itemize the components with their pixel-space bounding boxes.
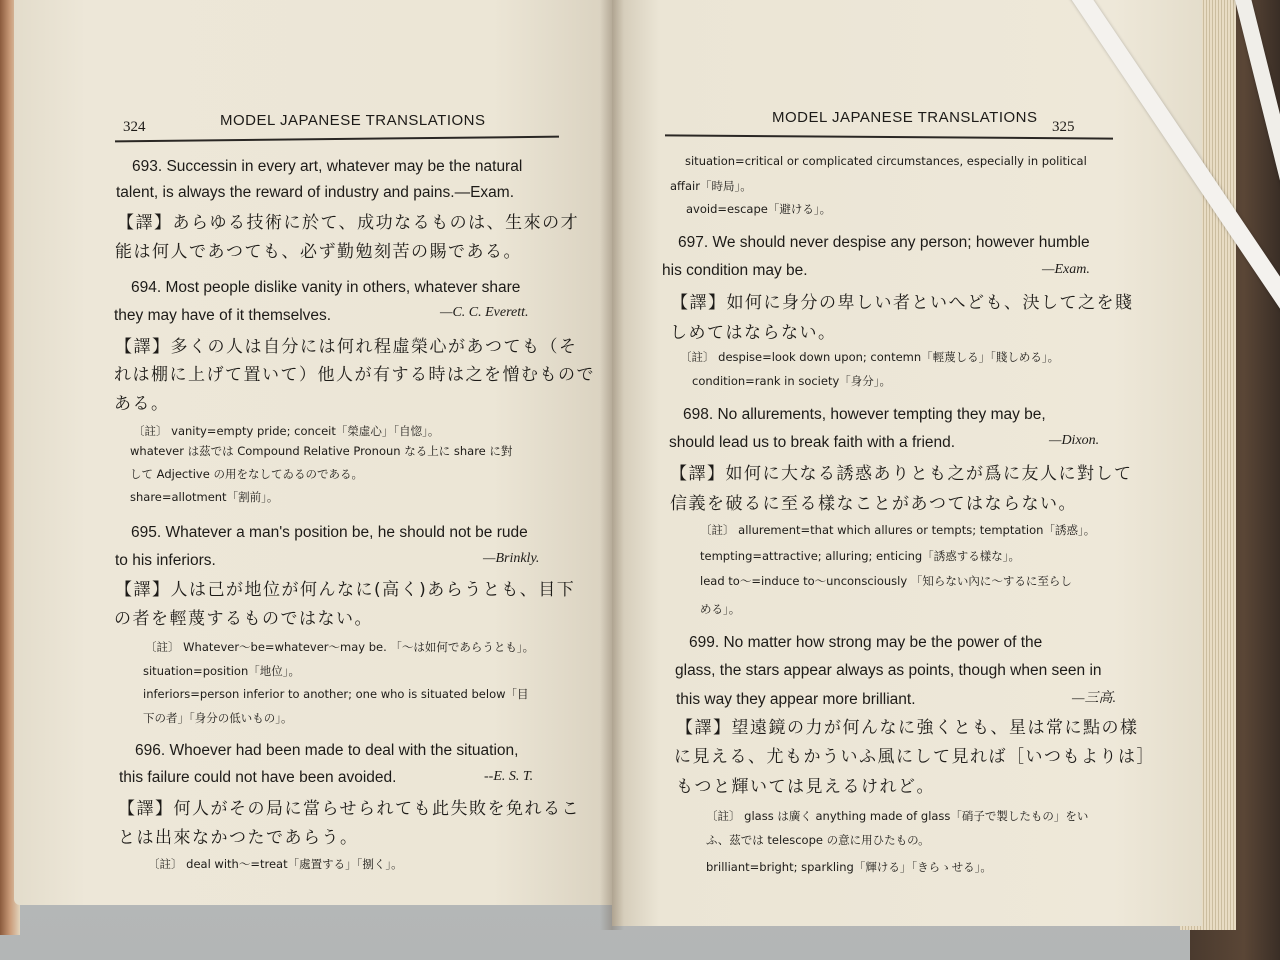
left-page-number: 324 (123, 119, 146, 135)
entry-694-line: they may have of it themselves. (114, 307, 332, 324)
entry-695-line: to his inferiors. (115, 552, 216, 569)
entry-693-line: 693. Successin in every art, whatever may be the natural (132, 158, 523, 175)
note-697: 〔註〕 despise=look down upon; contemn「輕蔑しる」「賤しめる」。 (680, 350, 1060, 364)
translation-695: の者を輕蔑するものではない。 (114, 609, 373, 629)
note-698: める」。 (700, 602, 741, 616)
translation-697: 【譯】如何に身分の卑しい者といへども、決して之を賤 (671, 293, 1134, 313)
entry-697-line: his condition may be. (662, 262, 808, 279)
attribution-698: —Dixon. (1049, 433, 1100, 448)
attribution-696: --E. S. T. (484, 769, 534, 784)
translation-696: とは出來なかつたであらう。 (118, 828, 359, 848)
note-699: ふ、茲では telescope の意に用ひたもの。 (706, 833, 930, 847)
entry-699-line: glass, the stars appear always as points, though when seen in (675, 662, 1102, 679)
note-695: situation=position「地位」。 (143, 664, 300, 678)
note-699: 〔註〕 glass は廣く anything made of glass「硝子で製したもの」をい (706, 809, 1089, 823)
attribution-695: —Brinkly. (483, 551, 540, 566)
entry-699-line: this way they appear more brilliant. (676, 691, 916, 708)
note-696-continued: affair「時局」。 (670, 179, 752, 193)
note-695: inferiors=person inferior to another; one who is situated below「目 (143, 687, 529, 701)
note-694: whatever は茲では Compound Relative Pronoun なる上に share に對 (130, 444, 513, 458)
note-698: tempting=attractive; alluring; enticing「誘惑する樣な」。 (700, 549, 1020, 563)
note-694: 〔註〕 vanity=empty pride; conceit「榮虛心」「自惚」。 (133, 424, 440, 438)
translation-694: れは棚に上げて置いて）他人が有する時は之を憎むもので (114, 365, 595, 385)
translation-699: もつと輝いては見えるけれど。 (676, 777, 935, 797)
note-696-continued: situation=critical or complicated circumstances, especially in political (685, 154, 1087, 168)
translation-699: 【譯】望遠鏡の力が何んなに強くとも、星は常に點の樣 (676, 718, 1139, 738)
note-697: condition=rank in society「身分」。 (692, 374, 892, 388)
note-696-continued: avoid=escape「避ける」。 (686, 202, 832, 216)
note-698: lead to～=induce to～unconsciously 「知らない內に～するに至らし (700, 574, 1072, 588)
attribution-694: —C. C. Everett. (440, 305, 529, 320)
translation-693: 能は何人であつても、必ず勤勉刻苦の賜である。 (115, 242, 522, 262)
entry-699-line: 699. No matter how strong may be the power of the (689, 634, 1043, 651)
note-699: brilliant=bright; sparkling「輝ける」「きらゝせる」。 (706, 860, 992, 874)
entry-695-line: 695. Whatever a man's position be, he should not be rude (131, 524, 528, 541)
entry-696-line: this failure could not have been avoided. (119, 769, 397, 786)
note-698: 〔註〕 allurement=that which allures or tempts; temptation「誘惑」。 (700, 523, 1096, 537)
translation-695: 【譯】人は己が地位が何んなに(高く)あらうとも、目下 (115, 580, 576, 600)
note-695: 〔註〕 Whatever～be=whatever～may be. 「～は如何であらうとも」。 (145, 640, 535, 654)
translation-697: しめてはならない。 (670, 323, 837, 343)
attribution-697: —Exam. (1042, 262, 1090, 277)
note-694: して Adjective の用をなしてゐるのである。 (130, 467, 363, 481)
translation-696: 【譯】何人がその局に當らせられても此失敗を免れるこ (118, 799, 580, 819)
translation-699: に見える、尤もかういふ風にして見れば［いつもよりは］ (674, 747, 1155, 767)
entry-698-line: should lead us to break faith with a friend. (669, 434, 956, 451)
note-696: 〔註〕 deal with～=treat「處置する」「捌く」。 (148, 857, 403, 871)
entry-694-line: 694. Most people dislike vanity in others, whatever share (131, 279, 521, 296)
entry-696-line: 696. Whoever had been made to deal with the situation, (135, 742, 519, 759)
left-running-header: MODEL JAPANESE TRANSLATIONS (220, 112, 486, 129)
right-running-header: MODEL JAPANESE TRANSLATIONS (772, 109, 1038, 126)
translation-693: 【譯】あらゆる技術に於て、成功なるものは、生來の才 (117, 213, 580, 233)
entry-698-line: 698. No allurements, however tempting they may be, (683, 406, 1046, 423)
note-694: share=allotment「割前」。 (130, 490, 279, 504)
note-695: 下の者」「身分の低いもの」。 (143, 711, 293, 725)
attribution-699: —三高. (1072, 691, 1116, 706)
entry-697-line: 697. We should never despise any person; however humble (678, 234, 1090, 251)
translation-698: 【譯】如何に大なる誘惑ありとも之が爲に友人に對して (670, 464, 1133, 484)
translation-698: 信義を破るに至る樣なことがあつてはならない。 (670, 494, 1077, 514)
book-gutter (600, 0, 624, 930)
entry-693-line: talent, is always the reward of industry and pains.—Exam. (116, 184, 515, 201)
translation-694: ある。 (114, 394, 170, 414)
right-page-number: 325 (1052, 119, 1075, 135)
translation-694: 【譯】多くの人は自分には何れ程虛榮心があつても（そ (115, 337, 578, 357)
